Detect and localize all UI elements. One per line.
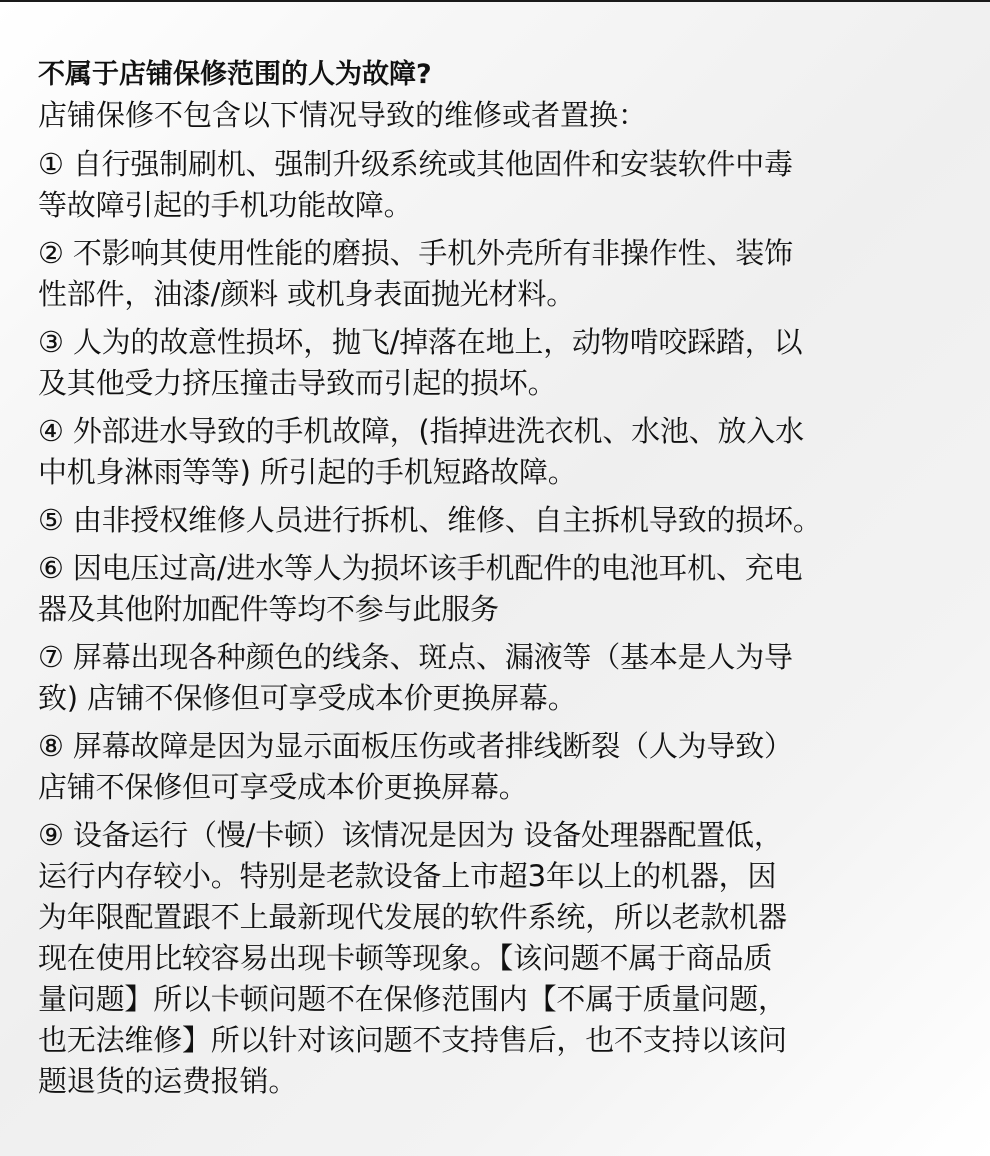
exclusion-item-text: 不影响其使用性能的磨损、手机外壳所有非操作性、装饰 xyxy=(63,236,793,270)
exclusion-item-line: 运行内存较小。特别是老款设备上市超3年以上的机器，因 xyxy=(38,859,777,893)
exclusion-item-line xyxy=(38,233,958,274)
exclusion-item-line xyxy=(38,548,958,589)
exclusion-item-line: 也无法维修】所以针对该问题不支持售后，也不支持以该问 xyxy=(38,1023,787,1057)
top-divider xyxy=(0,0,990,2)
exclusion-item-text: 因电压过高/进水等人为损坏该手机配件的电池耳机、充电 xyxy=(63,551,803,585)
exclusion-item-text: 人为的故意性损坏，抛飞/掉落在地上，动物啃咬踩踏，以 xyxy=(63,325,803,359)
exclusion-item-line: 致) 店铺不保修但可享受成本价更换屏幕。 xyxy=(38,681,577,715)
notice-title: 不属于店铺保修范围的人为故障? xyxy=(38,59,432,90)
exclusion-item-text: 自行强制刷机、强制升级系统或其他固件和安装软件中毒 xyxy=(63,147,793,181)
exclusion-item-line: 及其他受力挤压撞击导致而引起的损坏。 xyxy=(38,366,557,400)
exclusion-item-line xyxy=(38,144,958,185)
exclusion-item-number: ⑤ xyxy=(38,503,64,537)
exclusion-item-number: ④ xyxy=(38,414,64,448)
exclusion-item-text: 屏幕出现各种颜色的线条、斑点、漏液等（基本是人为导 xyxy=(63,640,793,674)
exclusion-item-number: ② xyxy=(38,236,64,270)
exclusion-item-line: 器及其他附加配件等均不参与此服务 xyxy=(38,592,499,626)
exclusion-item-line: 等故障引起的手机功能故障。 xyxy=(38,188,413,222)
exclusion-item-line xyxy=(38,322,958,363)
exclusion-item xyxy=(38,233,958,315)
exclusion-item-text: 屏幕故障是因为显示面板压伤或者排线断裂（人为导致） xyxy=(63,729,793,763)
exclusion-item xyxy=(38,726,958,808)
exclusion-item xyxy=(38,548,958,630)
exclusion-item-line xyxy=(38,411,958,452)
warranty-notice xyxy=(38,56,958,1109)
exclusion-item-line: 性部件，油漆/颜料 或机身表面抛光材料。 xyxy=(38,277,575,311)
exclusion-item-line: 为年限配置跟不上最新现代发展的软件系统，所以老款机器 xyxy=(38,900,787,934)
exclusion-item-line xyxy=(38,637,958,678)
exclusion-item xyxy=(38,411,958,493)
exclusion-item xyxy=(38,637,958,719)
exclusion-item-text: 设备运行（慢/卡顿）该情况是因为 设备处理器配置低， xyxy=(63,818,783,852)
exclusion-item-line: 现在使用比较容易出现卡顿等现象。【该问题不属于商品质 xyxy=(38,941,773,975)
exclusion-item xyxy=(38,144,958,226)
exclusion-list xyxy=(38,144,958,1102)
exclusion-item-number: ① xyxy=(38,147,64,181)
exclusion-item xyxy=(38,322,958,404)
exclusion-item-number: ⑦ xyxy=(38,640,64,674)
exclusion-item-line: 店铺不保修但可享受成本价更换屏幕。 xyxy=(38,770,528,804)
exclusion-item-number: ⑧ xyxy=(38,729,64,763)
exclusion-item-line xyxy=(38,726,958,767)
exclusion-item-line: 量问题】所以卡顿问题不在保修范围内【不属于质量问题， xyxy=(38,982,787,1016)
exclusion-item-line xyxy=(38,815,958,856)
exclusion-item-line: 题退货的运费报销。 xyxy=(38,1064,298,1098)
exclusion-item-number: ③ xyxy=(38,325,64,359)
exclusion-item xyxy=(38,815,958,1102)
notice-intro: 店铺保修不包含以下情况导致的维修或者置换： xyxy=(38,98,648,132)
exclusion-item-text: 由非授权维修人员进行拆机、维修、自主拆机导致的损坏。 xyxy=(63,503,822,537)
exclusion-item-text: 外部进水导致的手机故障，(指掉进洗衣机、水池、放入水 xyxy=(63,414,804,448)
exclusion-item-line: 中机身淋雨等等) 所引起的手机短路故障。 xyxy=(38,455,577,489)
exclusion-item xyxy=(38,500,958,541)
exclusion-item-number: ⑥ xyxy=(38,551,64,585)
exclusion-item-number: ⑨ xyxy=(38,818,64,852)
exclusion-item-line xyxy=(38,500,958,541)
